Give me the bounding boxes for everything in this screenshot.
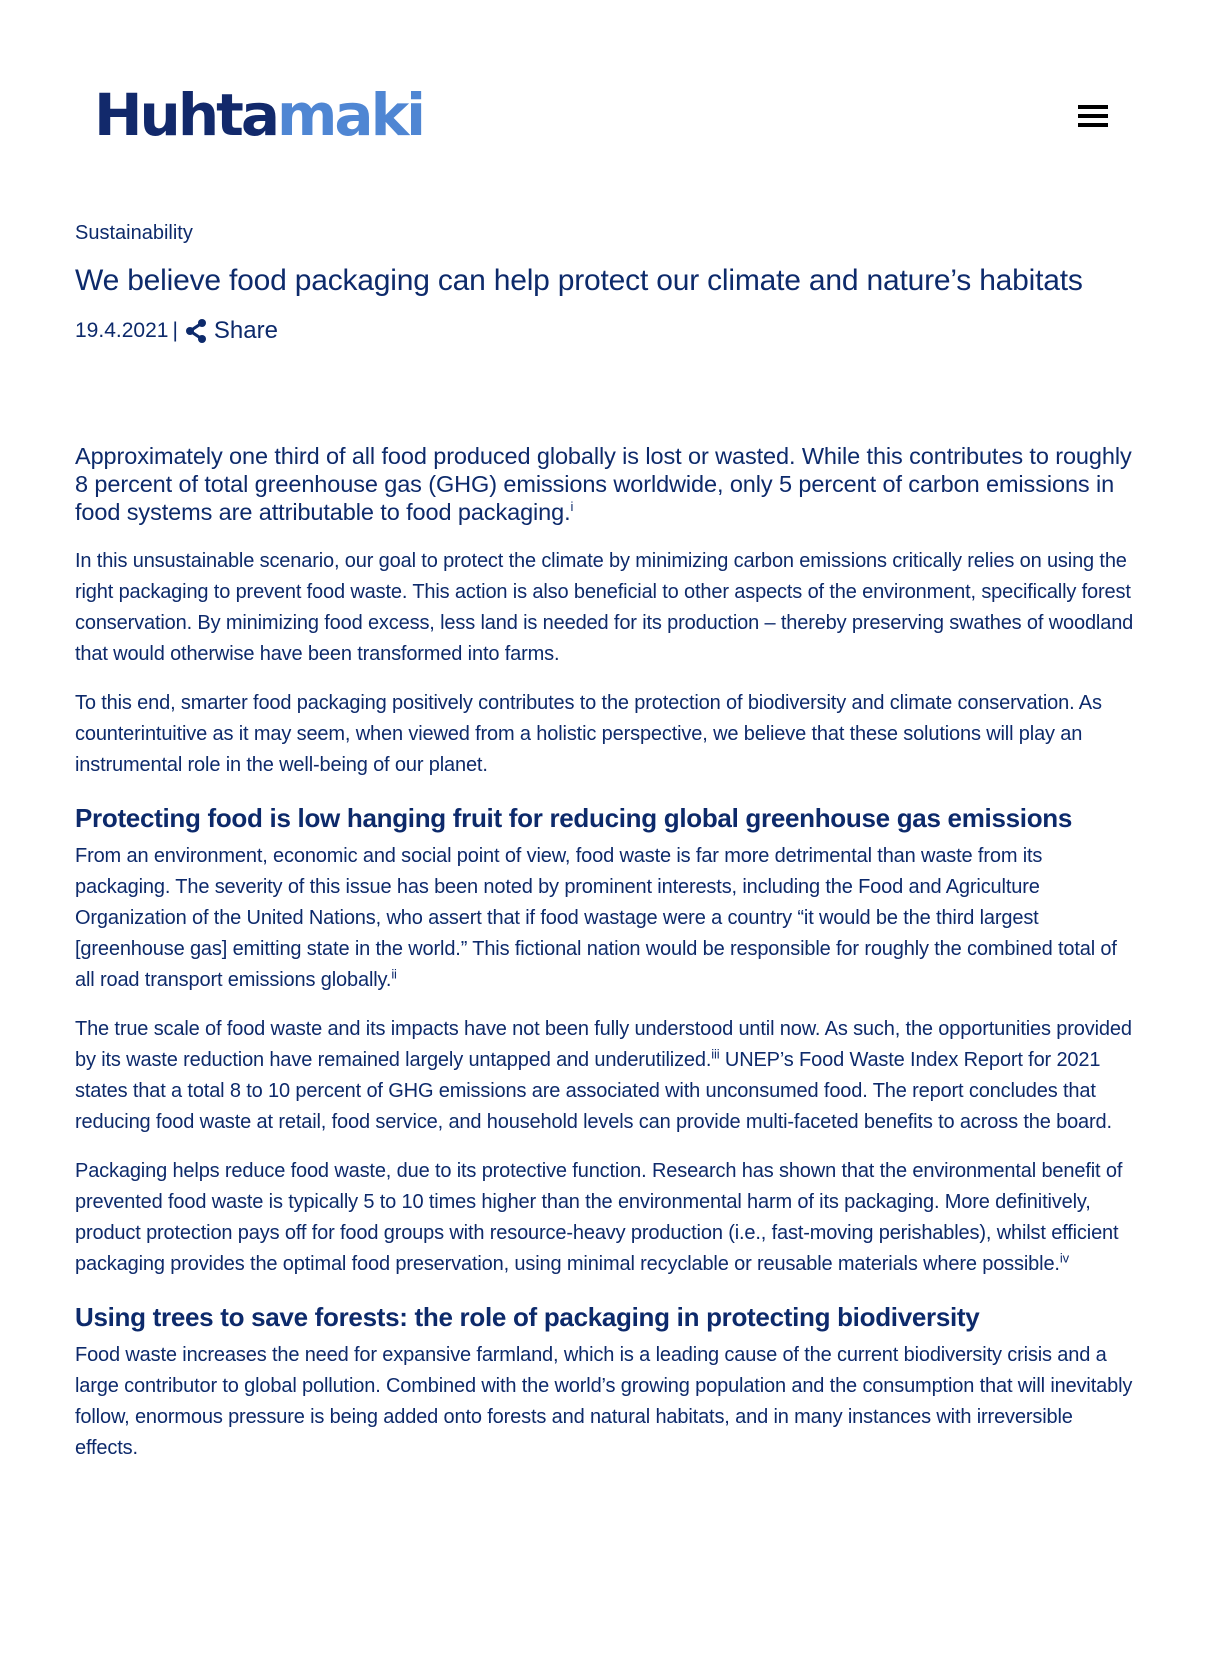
paragraph: In this unsustainable scenario, our goal to protect the climate by minimizing carbon emissions critically relies on using the right packaging to prevent food waste. This action is also beneficial to other aspects of the environment, specifically forest conservation. By minimizing food excess, less land is needed for its production – thereby preserving swathes of woodland that would otherwise have been transformed into farms. <box>75 550 1134 665</box>
article <box>75 220 1135 1464</box>
footnote-ref[interactable]: iii <box>711 1046 720 1062</box>
site-header <box>0 0 1205 200</box>
paragraph-text: The true scale of food waste and its impacts have not been fully understood until now. As such, the opportunities provided by its waste reduction have remained largely untapped and underutilized. <box>75 1018 1132 1071</box>
article-lead <box>75 442 1135 526</box>
paragraph: Food waste increases the need for expansive farmland, which is a leading cause of the current biodiversity crisis and a large contributor to global pollution. Combined with the world’s growing population and the consumption that will inevitably follow, enormous pressure is being added onto forests and natural habitats, and in many instances with irreversible effects. <box>75 1344 1133 1459</box>
article-title: We believe food packaging can help protect our climate and nature’s habitats <box>75 264 1083 297</box>
paragraph-text: Packaging helps reduce food waste, due to its protective function. Research has shown that the environmental benefit of prevented food waste is typically 5 to 10 times higher than the environmental harm of its packaging. More definitively, product protection pays off for food groups with resource-heavy production (i.e., fast-moving perishables), whilst efficient packaging provides the optimal food preservation, using minimal recyclable or reusable materials where possible. <box>75 1160 1123 1275</box>
section-heading: Using trees to save forests: the role of packaging in protecting biodiversity <box>75 1302 980 1332</box>
hamburger-menu-icon[interactable] <box>1078 105 1108 127</box>
paragraph <box>75 1156 1135 1280</box>
logo-part-dark: Huhta <box>94 81 277 149</box>
footnote-ref[interactable]: iv <box>1059 1250 1069 1266</box>
menu-bar <box>1078 105 1108 109</box>
article-category[interactable]: Sustainability <box>75 222 193 244</box>
logo-part-light: maki <box>277 81 424 149</box>
share-button[interactable] <box>184 316 278 346</box>
paragraph-text: From an environment, economic and social point of view, food waste is far more detrimental than waste from its packaging. The severity of this issue has been noted by prominent interests, including the Food and Agriculture Organization of the United Nations, who assert that if food wastage were a country “it would be the third largest [greenhouse gas] emitting state in the world.” This fictional nation would be responsible for roughly the combined total of all road transport emissions globally. <box>75 845 1117 991</box>
publish-date: 19.4.2021 <box>75 319 169 342</box>
footnote-ref[interactable]: i <box>570 499 574 515</box>
footnote-ref[interactable]: ii <box>391 966 397 982</box>
section-heading: Protecting food is low hanging fruit for reducing global greenhouse gas emissions <box>75 803 1073 833</box>
article-meta <box>75 316 1135 346</box>
paragraph <box>75 841 1135 996</box>
paragraph <box>75 1014 1135 1138</box>
huhtamaki-logo[interactable] <box>94 81 424 149</box>
paragraph: To this end, smarter food packaging positively contributes to the protection of biodiversity and climate conservation. As counterintuitive as it may seem, when viewed from a holistic perspective, we believe that these solutions will play an instrumental role in the well-being of our planet. <box>75 692 1102 776</box>
menu-bar <box>1078 123 1108 127</box>
lead-text: Approximately one third of all food produced globally is lost or wasted. While this contributes to roughly 8 percent of total greenhouse gas (GHG) emissions worldwide, only 5 percent of carbon emissions in food systems are attributable to food packaging. <box>75 443 1132 525</box>
meta-separator: | <box>172 319 178 342</box>
share-label: Share <box>213 317 278 344</box>
menu-bar <box>1078 114 1108 118</box>
share-icon <box>184 318 208 344</box>
paragraph-text: UNEP’s Food Waste Index Report for 2021 states that a total 8 to 10 percent of GHG emissions are associated with unconsumed food. The report concludes that reducing food waste at retail, food service, and household levels can provide multi-faceted benefits to across the board. <box>75 1049 1112 1133</box>
